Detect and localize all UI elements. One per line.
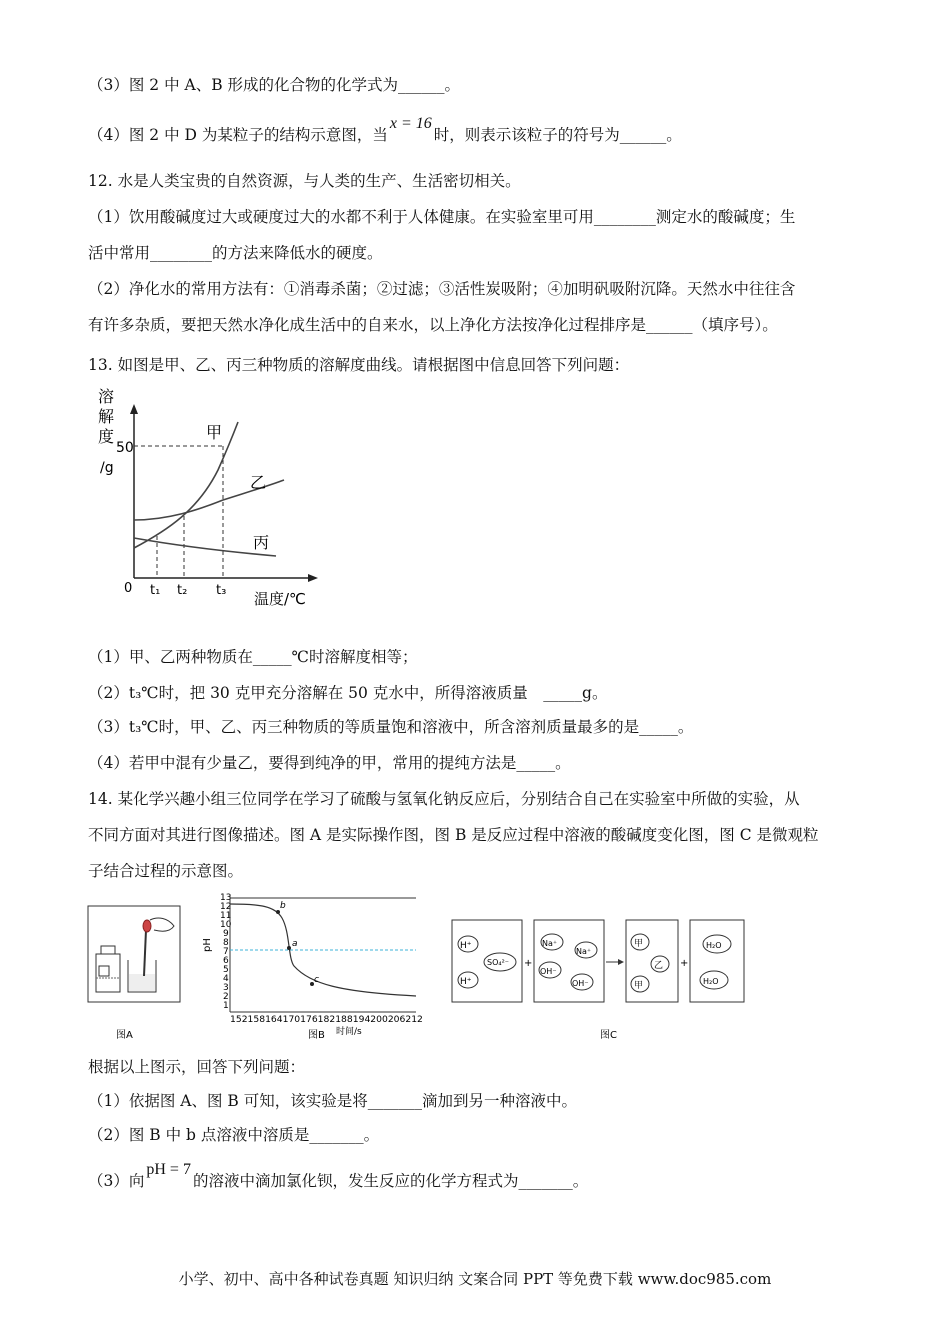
figb-label-a: a — [292, 939, 298, 949]
sol-curve-label-jia: 甲 — [206, 423, 223, 442]
q14-line2: 不同方面对其进行图像描述。图 A 是实际操作图，图 B 是反应过程中溶液的酸碱度变化图，图 C 是微观粒 — [88, 826, 819, 844]
q11-part3: （3）图 2 中 A、B 形成的化合物的化学式为______。 — [88, 76, 461, 94]
figc-box-water — [690, 920, 744, 1002]
figb-y-tick: 3 — [223, 983, 229, 993]
sol-x-tick-t3: t₃ — [216, 583, 227, 598]
q13-part2: （2）t₃℃时，把 30 克甲充分溶解在 50 克水中，所得溶液质量 _____g。 — [88, 684, 608, 702]
q14-part2: （2）图 B 中 b 点溶液中溶质是_______。 — [88, 1126, 380, 1144]
q12-part2-line1: （2）净化水的常用方法有：①消毒杀菌；②过滤；③活性炭吸附；④加明矾吸附沉降。天然水中往往含 — [88, 280, 796, 298]
figb-point-a — [287, 946, 291, 950]
q13-title: 13. 如图是甲、乙、丙三种物质的溶解度曲线。请根据图中信息回答下列问题： — [88, 356, 630, 374]
sol-origin: 0 — [124, 581, 133, 596]
q14-part3 — [88, 1161, 589, 1193]
figb-y-tick: 2 — [223, 992, 229, 1002]
figb-caption: 图B — [308, 1030, 325, 1041]
sol-y-tick-50: 50 — [116, 440, 134, 456]
sol-xlabel: 温度/℃ — [254, 590, 306, 608]
q14-part3-formula: pH = 7 — [146, 1161, 191, 1178]
figc-arrow-head — [618, 959, 624, 965]
q11-part4 — [88, 115, 682, 147]
q12-part2-line2: 有许多杂质，要把天然水净化成生活中的自来水，以上净化方法按净化过程排序是______（填序号）。 — [88, 316, 778, 334]
figc-box-base — [534, 920, 604, 1002]
q13-part4: （4）若甲中混有少量乙，要得到纯净的甲，常用的提纯方法是_____。 — [88, 754, 571, 772]
q11-part4-post: 时，则表示该粒子的符号为______。 — [433, 126, 682, 144]
figb-y-tick: 5 — [223, 965, 229, 975]
q14-part1: （1）依据图 A、图 B 可知，该实验是将_______滴加到另一种溶液中。 — [88, 1092, 577, 1110]
figa-bottle — [96, 954, 120, 992]
figa-beaker-liquid — [129, 974, 155, 991]
figb-y-tick: 4 — [223, 974, 229, 984]
figc-molecule-label: H₂O — [703, 977, 719, 986]
figb-y-tick: 1 — [223, 1001, 229, 1011]
figb-y-tick: 12 — [220, 902, 232, 912]
figure-b — [200, 888, 425, 1044]
figb-label-c: c — [314, 975, 319, 985]
figb-x-ticks: 152158164170176182188194200206212 — [230, 1014, 423, 1025]
figb-y-tick: 9 — [223, 929, 229, 939]
figb-y-tick: 7 — [223, 947, 229, 957]
figc-ion-label: OH⁻ — [540, 967, 557, 976]
sol-x-tick-t2: t₂ — [177, 583, 188, 598]
q13-part1: （1）甲、乙两种物质在_____℃时溶解度相等； — [88, 648, 418, 666]
figc-ion-label: 乙 — [654, 961, 664, 971]
page-footer: 小学、初中、高中各种试卷真题 知识归纳 文案合同 PPT 等免费下载 www.doc985.com — [178, 1270, 772, 1288]
figb-ylabel: pH — [202, 938, 213, 952]
figa-hand — [150, 918, 174, 931]
figc-plus: + — [524, 958, 533, 969]
figc-ion-label: H⁺ — [460, 941, 472, 951]
figa-dropper-bulb — [143, 920, 151, 932]
sol-x-arrow — [308, 574, 318, 582]
sol-y-arrow — [130, 404, 138, 414]
figc-ion-label: Na⁺ — [576, 947, 592, 956]
q11-part4-pre: （4）图 2 中 D 为某粒子的结构示意图，当 — [88, 126, 388, 144]
figb-y-tick: 13 — [220, 893, 232, 903]
figc-ion-label: OH⁻ — [572, 979, 589, 988]
q14-part3-post: 的溶液中滴加氯化钡，发生反应的化学方程式为_______。 — [192, 1172, 589, 1190]
figc-ion-label: H⁺ — [460, 977, 472, 987]
figc-ion-label: Na⁺ — [542, 939, 558, 948]
sol-curve-label-yi: 乙 — [250, 473, 267, 492]
figc-ion-label: SO₄²⁻ — [487, 958, 510, 967]
solubility-chart — [88, 380, 338, 610]
sol-ylabel-char-2: 解 — [98, 407, 115, 426]
q11-part4-formula: x = 16 — [389, 115, 432, 132]
figb-y-tick: 10 — [220, 920, 232, 930]
sol-x-tick-t1: t₁ — [150, 583, 161, 598]
figb-y-tick: 8 — [223, 938, 229, 948]
figb-y-tick: 11 — [220, 911, 232, 921]
figc-molecule-label: H₂O — [706, 941, 722, 950]
figc-plus: + — [680, 958, 689, 969]
q14-line3: 子结合过程的示意图。 — [88, 862, 244, 880]
q14-part3-pre: （3）向 — [88, 1172, 145, 1190]
q12-part1-line1: （1）饮用酸碱度过大或硬度过大的水都不利于人体健康。在实验室里可用________测定水的酸碱度；生 — [88, 208, 796, 226]
sol-curve-jia — [134, 422, 238, 548]
figa-bottle-neck — [101, 946, 115, 954]
figc-ion-label: 甲 — [634, 939, 644, 949]
figa-caption: 图A — [116, 1030, 133, 1041]
q13-part3: （3）t₃℃时，甲、乙、丙三种物质的等质量饱和溶液中，所含溶剂质量最多的是_____。 — [88, 718, 694, 736]
figure-a — [86, 902, 186, 1042]
sol-ylabel-char-1: 溶 — [98, 387, 115, 406]
figc-caption: 图C — [600, 1030, 617, 1041]
sol-curve-label-bing: 丙 — [253, 533, 270, 552]
figc-ion-label: 甲 — [634, 981, 644, 991]
q14-intro: 根据以上图示，回答下列问题： — [88, 1058, 306, 1076]
figb-xlabel: 时间/s — [336, 1027, 362, 1037]
figb-y-tick: 6 — [223, 956, 229, 966]
figure-c — [450, 918, 750, 1044]
figb-label-b: b — [280, 901, 286, 911]
q14-line1: 14. 某化学兴趣小组三位同学在学习了硫酸与氢氧化钠反应后，分别结合自己在实验室中所做的实验，从 — [88, 790, 800, 808]
sol-ylabel-char-3: 度 — [98, 427, 115, 446]
figa-dropper — [144, 930, 146, 976]
q12-part1-line2: 活中常用________的方法来降低水的硬度。 — [88, 244, 383, 262]
q12-title: 12. 水是人类宝贵的自然资源，与人类的生产、生活密切相关。 — [88, 172, 521, 190]
figa-bottle-label — [99, 966, 109, 976]
sol-ylabel-char-4: /g — [100, 460, 114, 476]
